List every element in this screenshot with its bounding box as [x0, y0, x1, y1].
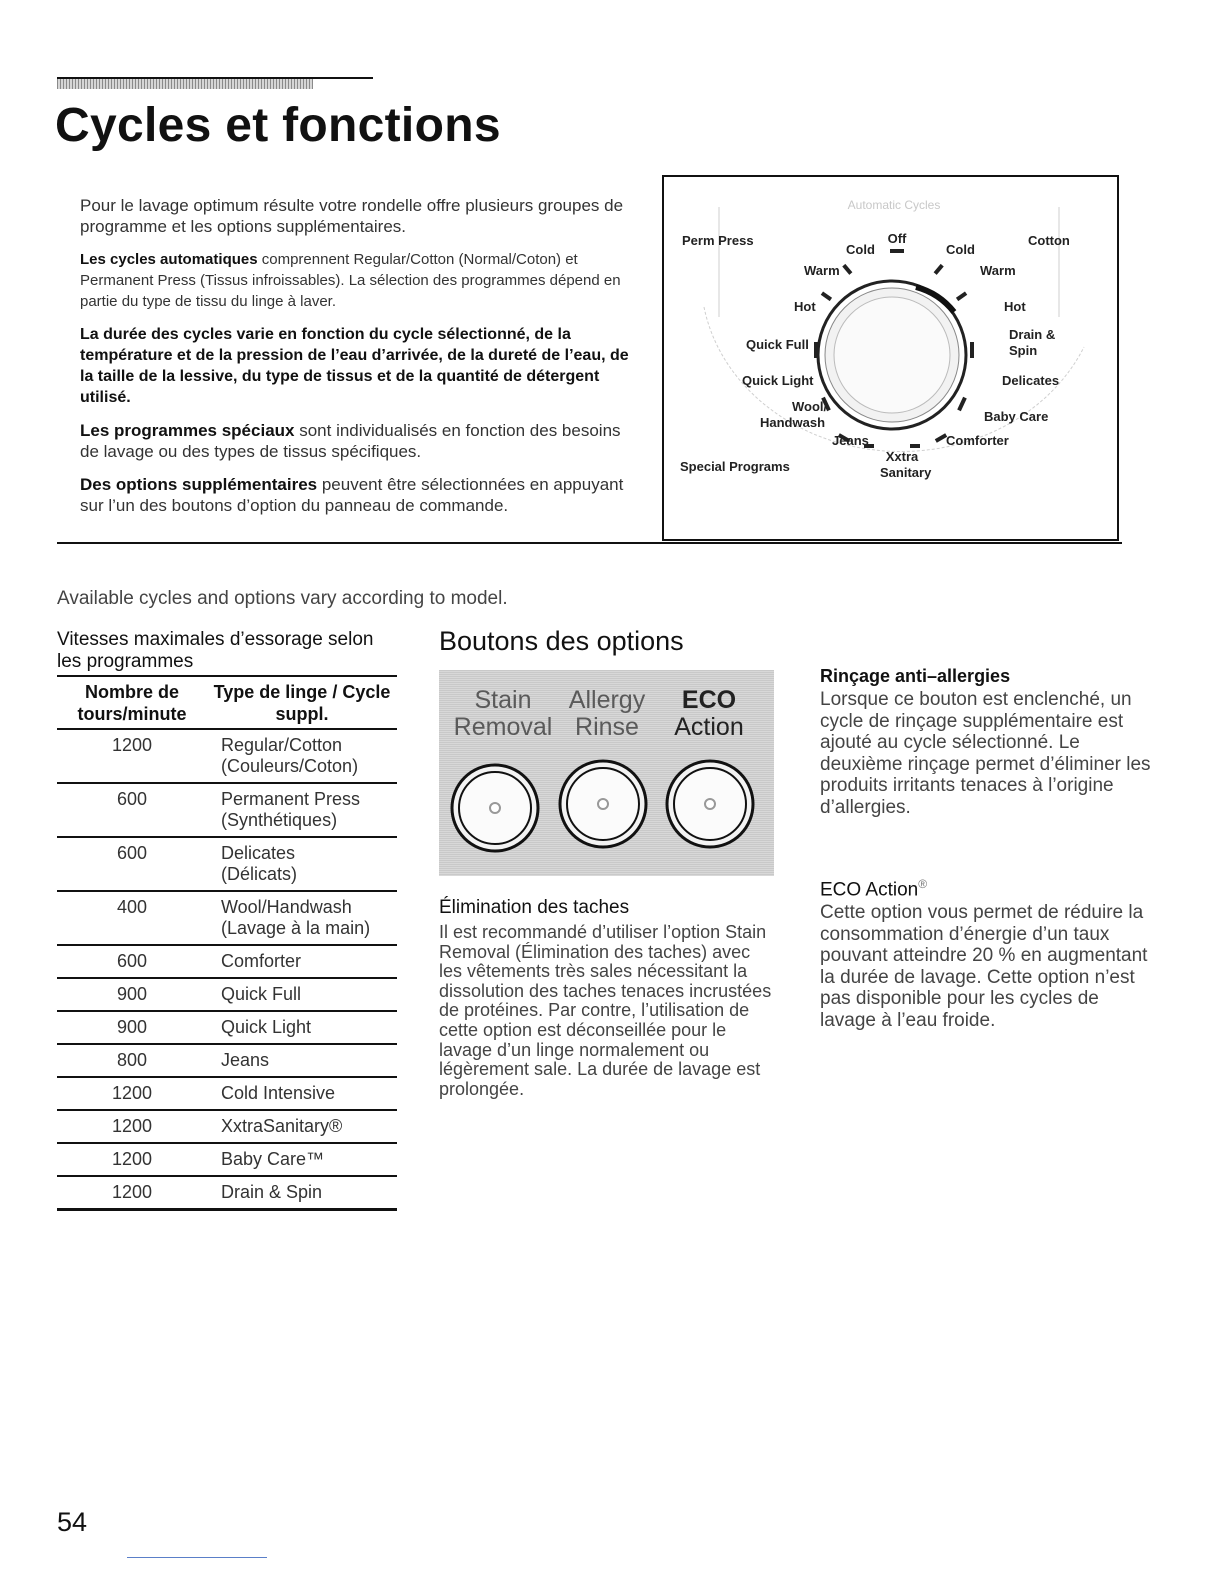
dial-handwash: Handwash [760, 415, 826, 430]
dial-special-programs: Special Programs [680, 459, 790, 474]
footer-link-line [127, 1557, 267, 1558]
eco-action-text: Cette option vous permet de réduire la consommation d’énergie d’un taux pouvant atteindre 20 % en augmentant la durée de lavage. Cette option n’est pas disponible pour les cycles de lavage à l’eau froide. [820, 902, 1148, 1031]
table-row: 1200 Cold Intensive [57, 1077, 397, 1110]
page-title: Cycles et fonctions [55, 99, 501, 152]
dial-automatic-cycles: Automatic Cycles [847, 198, 941, 212]
special-programs-paragraph: Les programmes spéciaux sont individualisés en fonction des besoins de lavage ou des types de tissus spécifiques. [80, 421, 621, 461]
dial-cold-right: Cold [946, 242, 975, 257]
allergy-rinse-heading: Rinçage anti–allergies [820, 666, 1011, 686]
stain-removal-heading: Élimination des taches [439, 897, 630, 918]
table-row: 400 Wool/Handwash (Lavage à la main) [57, 891, 397, 945]
table-row: 600 Delicates (Délicats) [57, 837, 397, 891]
allergy-rinse-button[interactable] [560, 761, 646, 847]
dial-jeans: Jeans [832, 433, 869, 448]
eco-action-button[interactable] [667, 761, 753, 847]
column-header-cycle: Type de linge / Cycle suppl. [207, 676, 397, 729]
stain-removal-label: Stain Removal [453, 686, 553, 741]
dial-warm-left: Warm [804, 263, 840, 278]
allergy-rinse-label: Allergy Rinse [568, 686, 646, 741]
dial-drain-spin: Drain & [1009, 327, 1056, 342]
table-row: 1200 Baby Care™ [57, 1143, 397, 1176]
table-row: 1200 Regular/Cotton (Couleurs/Coton) [57, 729, 397, 783]
spin-speed-table [57, 675, 397, 1211]
allergy-rinse-text: Lorsque ce bouton est enclenché, un cycle de rinçage supplémentaire est ajouté au cycle sélectionné. Le deuxième rinçage permet d’éliminer les produits irritants tenaces à l’origine d’allergies. [820, 689, 1151, 818]
automatic-cycles-paragraph: Les cycles automatiques comprennent Regular/Cotton (Normal/Coton) et Permanent Press (Tissus infroissables). La sélection des programmes dépend en partie du type de tissu du linge à laver. [80, 251, 621, 310]
dial-hot-left: Hot [794, 299, 816, 314]
extra-options-paragraph: Des options supplémentaires peuvent être sélectionnées en appuyant sur l’un des boutons d’option du panneau de commande. [80, 475, 624, 515]
dial-sanitary: Sanitary [880, 465, 932, 480]
header-stripe [57, 79, 313, 89]
dial-delicates: Delicates [1002, 373, 1060, 388]
stain-removal-button[interactable] [452, 765, 538, 851]
spin-speed-title: Vitesses maximales d’essorage selon les programmes [57, 629, 374, 672]
options-title: Boutons des options [439, 626, 684, 656]
dial-warm-right: Warm [980, 263, 1016, 278]
table-row: 1200 XxtraSanitary® [57, 1110, 397, 1143]
dial-quick-full: Quick Full [746, 337, 809, 352]
page-number: 54 [57, 1507, 88, 1537]
dial-comforter: Comforter [946, 433, 1009, 448]
table-row: 1200 Drain & Spin [57, 1176, 397, 1210]
intro-paragraph: Pour le lavage optimum résulte votre rondelle offre plusieurs groupes de programme et les options supplémentaires. [80, 196, 624, 236]
dial-off: Off [887, 231, 907, 246]
table-row: 600 Permanent Press (Synthétiques) [57, 783, 397, 837]
dial-drain-spin-2: Spin [1009, 343, 1038, 358]
eco-action-heading: ECO Action® [820, 877, 928, 901]
cycle-dial-illustration [662, 175, 1119, 541]
dial-hot-right: Hot [1004, 299, 1026, 314]
availability-note: Available cycles and options vary according to model. [57, 588, 508, 609]
column-header-rpm: Nombre de tours/minute [57, 676, 207, 729]
dial-baby-care: Baby Care [984, 409, 1049, 424]
table-row: 900 Quick Light [57, 1011, 397, 1044]
stain-removal-text: Il est recommandé d’utiliser l’option Stain Removal (Élimination des taches) avec les vêtements très sales nécessitant la dissolution des taches tenaces incrustées de protéines. Par contre, l’utilisation de cette option est déconseillée pour le lavage d’un linge normalement ou légèrement sale. La durée de lavage est prolongée. [439, 922, 772, 1099]
table-row: 800 Jeans [57, 1044, 397, 1077]
table-row: 900 Quick Full [57, 978, 397, 1011]
intro-text [80, 195, 640, 528]
table-header-row [57, 676, 397, 729]
duration-paragraph: La durée des cycles varie en fonction du cycle sélectionné, de la température et de la pression de l’eau d’arrivée, de la dureté de l’eau, de la taille de la lessive, du type de tissus et de la quantité de détergent utilisé. [80, 326, 629, 406]
dial-cold-left: Cold [846, 242, 875, 257]
dial-perm-press: Perm Press [682, 233, 754, 248]
dial-wool: Wool/ [792, 399, 828, 414]
dial-quick-light: Quick Light [742, 373, 814, 388]
section-rule [57, 542, 1122, 544]
table-row: 600 Comforter [57, 945, 397, 978]
eco-action-label: ECO Action [674, 686, 744, 741]
option-buttons-panel [439, 670, 774, 876]
dial-cotton: Cotton [1028, 233, 1070, 248]
dial-xxtra: Xxtra [885, 449, 919, 464]
